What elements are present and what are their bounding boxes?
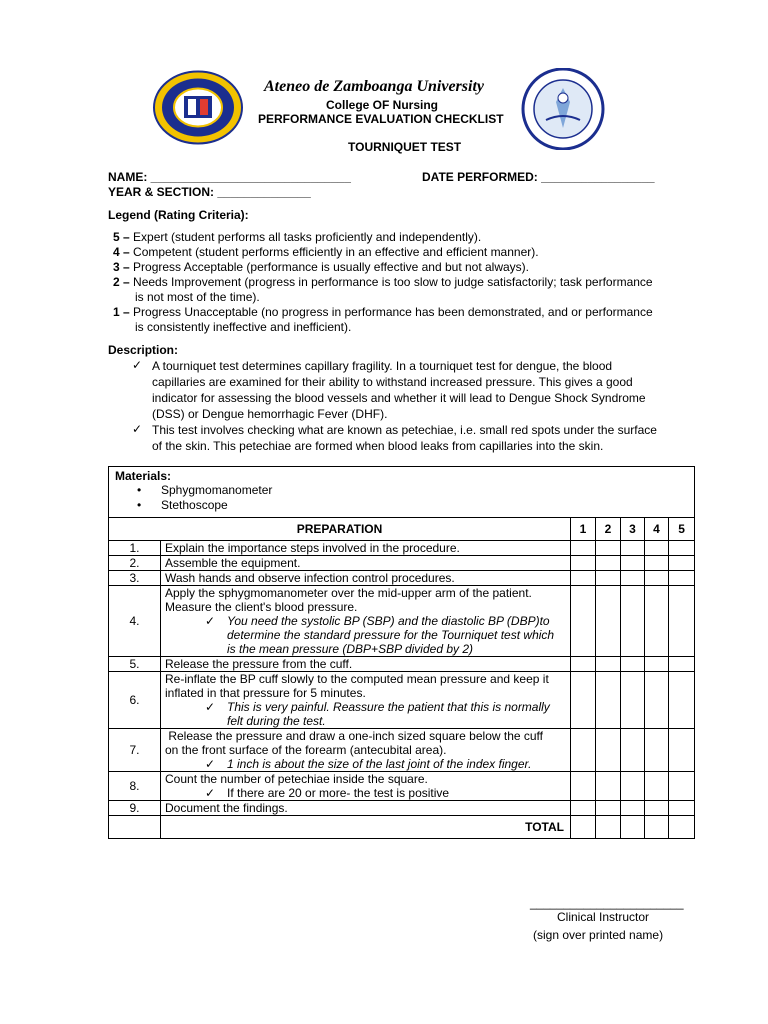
- score-cell[interactable]: [571, 801, 596, 816]
- description-line: indicator for assessing the blood vessels and whether it will lead to Dengue Shock Syndrome: [152, 391, 646, 405]
- score-cell[interactable]: [621, 586, 645, 657]
- step-description: [161, 772, 571, 801]
- check-icon: ✓: [132, 422, 143, 436]
- description-line: capillaries are examined for their ability to withstand increased pressure. This gives a good: [152, 375, 633, 389]
- total-score-cell[interactable]: [645, 816, 669, 839]
- score-cell[interactable]: [645, 801, 669, 816]
- step-note-text: determine the standard pressure for the Tourniquet test which: [227, 628, 555, 642]
- check-icon: ✓: [132, 358, 143, 372]
- score-cell[interactable]: [621, 801, 645, 816]
- step-description: [161, 729, 571, 772]
- college-name: College OF Nursing: [326, 98, 439, 112]
- step-number: 9.: [109, 801, 161, 816]
- preparation-header: PREPARATION: [109, 518, 571, 541]
- legend-item: [113, 260, 653, 275]
- step-text: Assemble the equipment.: [165, 556, 301, 570]
- total-score-cell[interactable]: [571, 816, 596, 839]
- step-description: [161, 586, 571, 657]
- check-icon: ✓: [205, 757, 216, 771]
- step-text: Document the findings.: [165, 801, 288, 815]
- total-score-cell[interactable]: [621, 816, 645, 839]
- description-paragraph: [132, 358, 692, 422]
- score-cell[interactable]: [571, 556, 596, 571]
- table-row: [109, 571, 695, 586]
- step-number: 4.: [109, 586, 161, 657]
- description-paragraph: [132, 422, 692, 454]
- description-block: [132, 358, 692, 454]
- score-cell[interactable]: [596, 556, 621, 571]
- score-cell[interactable]: [645, 672, 669, 729]
- score-cell[interactable]: [669, 586, 695, 657]
- ateneo-seal-icon: [153, 70, 243, 145]
- step-note: [165, 614, 566, 628]
- check-icon: ✓: [205, 700, 216, 714]
- description-line: of the skin. This petechiae are formed when blood leaks from capillaries into the skin.: [152, 439, 604, 453]
- date-performed-field: DATE PERFORMED: _________________: [422, 170, 655, 184]
- score-cell[interactable]: [571, 672, 596, 729]
- legend-item: [113, 245, 653, 260]
- score-cell[interactable]: [596, 571, 621, 586]
- legend-item: [113, 230, 653, 245]
- step-description: [161, 556, 571, 571]
- step-description: [161, 571, 571, 586]
- step-description: [161, 801, 571, 816]
- checklist-title: PERFORMANCE EVALUATION CHECKLIST: [258, 112, 504, 126]
- step-text: Release the pressure from the cuff.: [165, 657, 353, 671]
- score-cell[interactable]: [596, 672, 621, 729]
- score-cell[interactable]: [669, 571, 695, 586]
- score-cell[interactable]: [571, 586, 596, 657]
- step-number: 6.: [109, 672, 161, 729]
- legend-text-cont: is not most of the time).: [135, 290, 260, 304]
- score-cell[interactable]: [621, 541, 645, 556]
- score-cell[interactable]: [621, 571, 645, 586]
- total-blank: [109, 816, 161, 839]
- step-number: 5.: [109, 657, 161, 672]
- step-text: Measure the client's blood pressure.: [165, 600, 358, 614]
- step-note: [165, 714, 566, 728]
- score-cell[interactable]: [645, 657, 669, 672]
- step-note-text: 1 inch is about the size of the last joint of the index finger.: [227, 757, 532, 771]
- score-cell[interactable]: [571, 541, 596, 556]
- score-cell[interactable]: [571, 657, 596, 672]
- step-number: 2.: [109, 556, 161, 571]
- table-row: [109, 801, 695, 816]
- description-title: Description:: [108, 343, 179, 357]
- year-section-field: YEAR & SECTION: ______________: [108, 185, 311, 199]
- table-row: [109, 657, 695, 672]
- description-line: A tourniquet test determines capillary fragility. In a tourniquet test for dengue, the blood: [152, 359, 613, 373]
- score-cell[interactable]: [669, 801, 695, 816]
- legend-text-cont: is consistently ineffective and inefficient).: [135, 320, 352, 334]
- bullet-icon: •: [137, 483, 142, 497]
- total-score-cell[interactable]: [669, 816, 695, 839]
- step-text: Re-inflate the BP cuff slowly to the computed mean pressure and keep it: [165, 672, 549, 686]
- step-description: [161, 657, 571, 672]
- score-cell[interactable]: [596, 729, 621, 772]
- check-icon: ✓: [205, 614, 216, 628]
- legend-item: [113, 305, 653, 320]
- score-cell[interactable]: [645, 729, 669, 772]
- score-cell[interactable]: [645, 586, 669, 657]
- preparation-header-row: [109, 518, 695, 541]
- score-cell[interactable]: [669, 657, 695, 672]
- table-row: [109, 541, 695, 556]
- score-cell[interactable]: [645, 571, 669, 586]
- table-row: [109, 672, 695, 729]
- legend-text: Progress Acceptable (performance is usually effective and but not always).: [133, 260, 530, 274]
- step-description: [161, 672, 571, 729]
- score-header-2: 2: [596, 518, 621, 541]
- legend-rating: 5 –: [113, 230, 130, 244]
- description-line: This test involves checking what are known as petechiae, i.e. small red spots under the surface: [152, 423, 657, 437]
- score-cell[interactable]: [621, 729, 645, 772]
- legend-title: Legend (Rating Criteria):: [108, 208, 249, 222]
- table-row: [109, 772, 695, 801]
- clinical-instructor-label: Clinical Instructor: [557, 910, 650, 924]
- material-item: [115, 483, 688, 498]
- score-cell[interactable]: [621, 672, 645, 729]
- step-text: Explain the importance steps involved in the procedure.: [165, 541, 460, 555]
- score-header-1: 1: [571, 518, 596, 541]
- step-text: inflated in that pressure for 5 minutes.: [165, 686, 366, 700]
- score-cell[interactable]: [596, 586, 621, 657]
- step-note-text: This is very painful. Reassure the patient that this is normally: [227, 700, 550, 714]
- score-cell[interactable]: [596, 657, 621, 672]
- description-line: (DSS) or Dengue hemorrhagic Fever (DHF).: [152, 407, 388, 421]
- table-row: [109, 729, 695, 772]
- score-cell[interactable]: [669, 556, 695, 571]
- step-text: Apply the sphygmomanometer over the mid-upper arm of the patient.: [165, 586, 532, 600]
- legend-rating: 2 –: [113, 275, 130, 289]
- material-item: [115, 498, 688, 513]
- step-number: 1.: [109, 541, 161, 556]
- score-cell[interactable]: [669, 729, 695, 772]
- score-header-3: 3: [621, 518, 645, 541]
- step-note-text: is the mean pressure (DBP+SBP divided by 2): [227, 642, 474, 656]
- university-name: Ateneo de Zamboanga University: [264, 78, 484, 95]
- score-cell[interactable]: [645, 556, 669, 571]
- score-cell[interactable]: [571, 571, 596, 586]
- total-score-cell[interactable]: [596, 816, 621, 839]
- legend-rating: 1 –: [113, 305, 130, 319]
- step-text: Release the pressure and draw a one-inch sized square below the cuff: [165, 729, 544, 743]
- material-name: Sphygmomanometer: [161, 483, 273, 497]
- materials-row: [109, 467, 695, 518]
- score-cell[interactable]: [596, 541, 621, 556]
- score-cell[interactable]: [596, 772, 621, 801]
- score-cell[interactable]: [669, 541, 695, 556]
- performance-checklist-table: [108, 466, 695, 839]
- legend-rating: 4 –: [113, 245, 130, 259]
- step-note: [165, 757, 566, 771]
- legend-text: Progress Unacceptable (no progress in performance has been demonstrated, and or performance: [133, 305, 653, 319]
- check-icon: ✓: [205, 786, 216, 800]
- step-number: 3.: [109, 571, 161, 586]
- score-cell[interactable]: [645, 541, 669, 556]
- sign-note: (sign over printed name): [533, 928, 664, 942]
- step-text: on the front surface of the forearm (antecubital area).: [165, 743, 447, 757]
- name-field: NAME: ______________________________: [108, 170, 351, 184]
- step-number: 8.: [109, 772, 161, 801]
- score-cell[interactable]: [621, 772, 645, 801]
- score-cell[interactable]: [621, 556, 645, 571]
- signature-line: _______________________: [530, 896, 684, 910]
- step-number: 7.: [109, 729, 161, 772]
- materials-title: Materials:: [115, 469, 172, 483]
- materials-list: [115, 483, 688, 513]
- score-header-5: 5: [669, 518, 695, 541]
- total-row: [109, 816, 695, 839]
- legend-item: [113, 275, 653, 290]
- bullet-icon: •: [137, 498, 142, 512]
- score-header-4: 4: [645, 518, 669, 541]
- legend-text: Needs Improvement (progress in performance is too slow to judge satisfactorily; task performance: [133, 275, 653, 289]
- score-cell[interactable]: [571, 729, 596, 772]
- step-note: [165, 642, 566, 656]
- materials-cell: [109, 467, 695, 518]
- step-note-text: You need the systolic BP (SBP) and the diastolic BP (DBP)to: [227, 614, 550, 628]
- legend-text: Expert (student performs all tasks proficiently and independently).: [133, 230, 482, 244]
- step-note: [165, 786, 566, 800]
- table-row: [109, 556, 695, 571]
- score-cell[interactable]: [621, 657, 645, 672]
- step-text: Wash hands and observe infection control procedures.: [165, 571, 455, 585]
- step-description: [161, 541, 571, 556]
- total-label: TOTAL: [161, 816, 571, 839]
- step-text: Count the number of petechiae inside the square.: [165, 772, 428, 786]
- score-cell[interactable]: [571, 772, 596, 801]
- score-cell[interactable]: [669, 772, 695, 801]
- material-name: Stethoscope: [161, 498, 228, 512]
- legend-rating: 3 –: [113, 260, 130, 274]
- table-row: [109, 586, 695, 657]
- score-cell[interactable]: [645, 772, 669, 801]
- step-note: [165, 628, 566, 642]
- step-note-text: felt during the test.: [227, 714, 326, 728]
- legend-text: Competent (student performs efficiently in an effective and efficient manner).: [133, 245, 539, 259]
- step-note-text: If there are 20 or more- the test is positive: [227, 786, 450, 800]
- college-of-nursing-seal-icon: [520, 68, 606, 150]
- test-title: TOURNIQUET TEST: [348, 140, 462, 154]
- score-cell[interactable]: [596, 801, 621, 816]
- legend-list: [113, 230, 653, 335]
- score-cell[interactable]: [669, 672, 695, 729]
- step-note: [165, 700, 566, 714]
